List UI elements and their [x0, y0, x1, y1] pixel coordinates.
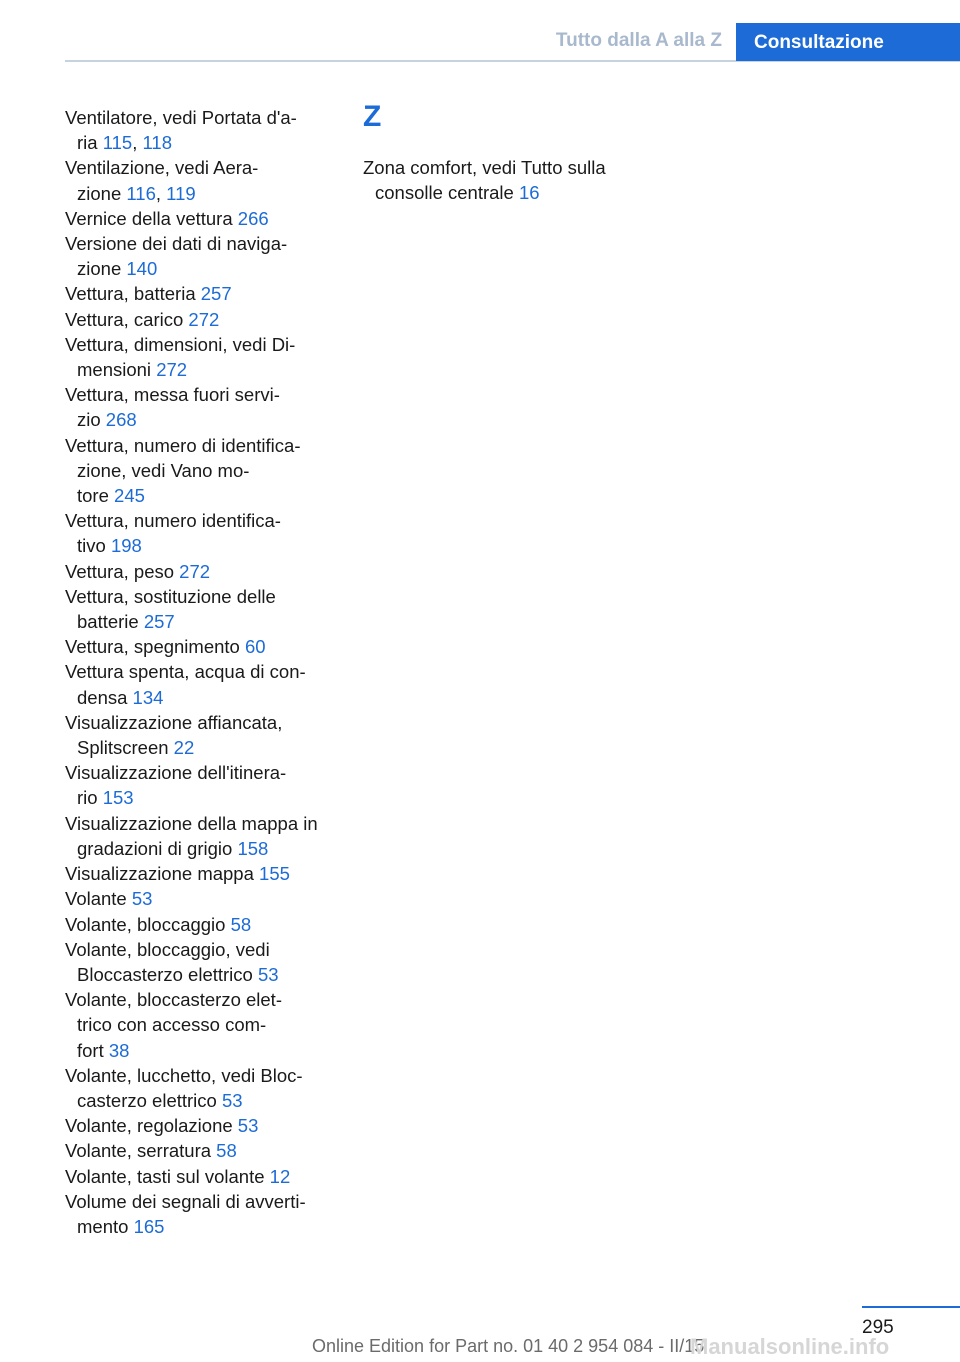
page-reference-link[interactable]: 53: [131, 888, 153, 910]
entry-text: Volante, lucchetto, vedi Bloc-: [65, 1064, 303, 1086]
page-reference-link[interactable]: 155: [259, 863, 290, 885]
entry-text: Vettura spenta, acqua di con-: [65, 661, 306, 683]
entry-text: Vettura, batteria: [65, 283, 201, 305]
entry-text: Volume dei segnali di avverti-: [65, 1190, 306, 1212]
index-entry: [65, 1113, 340, 1138]
entry-text: Splitscreen: [77, 737, 174, 759]
page-reference-link[interactable]: 158: [237, 837, 269, 859]
index-entry: [65, 659, 340, 709]
page-reference-link[interactable]: 140: [126, 258, 158, 280]
page-reference-link[interactable]: 53: [221, 1089, 243, 1111]
section-title: Tutto dalla A alla Z: [555, 30, 722, 51]
watermark: Manualsonline.info: [690, 1334, 890, 1359]
index-entry: [65, 1164, 340, 1189]
index-entry: [363, 155, 638, 205]
page-reference-link[interactable]: 118: [142, 132, 172, 154]
entry-text: tore: [77, 485, 115, 507]
page-reference-link[interactable]: 165: [133, 1215, 165, 1237]
page-reference-link[interactable]: 16: [518, 182, 540, 204]
page-reference-link[interactable]: 38: [108, 1039, 130, 1061]
index-entry: [65, 382, 340, 432]
index-column-right: [363, 100, 638, 205]
page-reference-link[interactable]: 115: [102, 132, 133, 154]
entry-text: Bloccasterzo elettrico: [77, 963, 258, 985]
entry-text: Vettura, peso: [65, 560, 180, 582]
entry-text: rio: [77, 787, 103, 809]
entry-text: zione, vedi Vano mo-: [77, 459, 250, 481]
index-entry: [65, 1189, 340, 1239]
entry-text: Visualizzazione dell'itinera-: [65, 762, 287, 784]
entry-text: zione: [77, 182, 127, 204]
entry-text: Vettura, spegnimento: [65, 636, 245, 658]
index-entry: [65, 886, 340, 911]
entry-text: zione: [77, 258, 127, 280]
entry-text: batterie: [77, 611, 144, 633]
entry-text: casterzo elettrico: [77, 1089, 222, 1111]
page-reference-link[interactable]: 153: [102, 787, 134, 809]
entry-text: mento: [77, 1215, 134, 1237]
right-entries: [363, 155, 638, 205]
entry-text: Vernice della vettura: [65, 207, 238, 229]
index-entry: [65, 710, 340, 760]
entry-text: Volante, bloccasterzo elet-: [65, 989, 282, 1011]
entry-text: Visualizzazione mappa: [65, 863, 260, 885]
section-tab-label: Consultazione: [754, 32, 884, 53]
entry-text: Visualizzazione affiancata,: [65, 711, 283, 733]
page-reference-link[interactable]: 245: [114, 485, 145, 507]
entry-text: tivo: [77, 535, 111, 557]
footer-rule: [862, 1306, 960, 1308]
index-entry: [65, 206, 340, 231]
index-entry: Ventilatore, vedi Portata d'a- ria 115, 118: [65, 107, 297, 154]
entry-text: Volante, bloccaggio, vedi: [65, 938, 270, 960]
index-entry: [65, 912, 340, 937]
page-reference-link[interactable]: 257: [143, 611, 175, 633]
entry-text: Ventilazione, vedi Aera-: [65, 157, 259, 179]
entry-text: densa: [77, 686, 133, 708]
page-reference-link[interactable]: 266: [237, 207, 269, 229]
entry-text: consolle centrale: [375, 182, 519, 204]
index-entry: [65, 634, 340, 659]
entry-text: fort: [77, 1039, 109, 1061]
page-reference-link[interactable]: 119: [166, 182, 196, 204]
entry-text: Vettura, sostituzione delle: [65, 585, 276, 607]
page-reference-link[interactable]: 53: [257, 963, 279, 985]
page-reference-link[interactable]: 134: [132, 686, 164, 708]
entry-text: Vettura, numero identifica-: [65, 510, 281, 532]
entry-text: Volante, bloccaggio: [65, 913, 231, 935]
index-entry: [65, 584, 340, 634]
page-reference-link[interactable]: 60: [244, 636, 266, 658]
page-reference-link[interactable]: 272: [156, 359, 188, 381]
page-reference-link[interactable]: 268: [105, 409, 137, 431]
entry-text: gradazioni di grigio: [77, 837, 238, 859]
edition-note: Online Edition for Part no. 01 40 2 954 084 - II/15: [312, 1336, 705, 1356]
entry-text: Vettura, messa fuori servi-: [65, 384, 280, 406]
index-entry: [65, 1063, 340, 1113]
page-reference-link[interactable]: 53: [237, 1115, 259, 1137]
entry-text: zio: [77, 409, 106, 431]
page-reference-link[interactable]: 12: [269, 1165, 291, 1187]
index-entry: [65, 987, 340, 1063]
index-entry: [65, 231, 340, 281]
page-reference-link[interactable]: 58: [216, 1140, 237, 1162]
entry-text: Versione dei dati di naviga-: [65, 233, 288, 255]
index-entry: [65, 559, 340, 584]
entry-text: Vettura, numero di identifica-: [65, 434, 301, 456]
index-entry: [65, 433, 340, 509]
entry-text: mensioni: [77, 359, 157, 381]
page-reference-link[interactable]: 22: [173, 737, 195, 759]
index-entry: [65, 281, 340, 306]
page-number: 295: [862, 1317, 894, 1338]
index-entry: [65, 861, 340, 886]
entry-text: ria: [77, 132, 103, 154]
entry-text: Vettura, carico: [65, 308, 189, 330]
entry-text: Visualizzazione della mappa in: [65, 812, 318, 834]
letter-heading: Z: [363, 100, 382, 133]
page-reference-link[interactable]: 272: [188, 308, 220, 330]
entry-text: Volante, tasti sul volante: [65, 1165, 270, 1187]
page-reference-link[interactable]: 257: [200, 283, 232, 305]
entry-text: Volante, serratura: [65, 1140, 217, 1162]
index-entry: [65, 307, 340, 332]
index-entry: [65, 937, 340, 987]
index-entry: Ventilazione, vedi Aera- zione 116, 119: [65, 157, 259, 204]
index-entry: [65, 811, 340, 861]
entry-text: Volante, regolazione: [65, 1115, 238, 1137]
entry-text: trico con accesso com-: [77, 1014, 267, 1036]
section-tab: [736, 23, 960, 61]
entry-text: Ventilatore, vedi Portata d'a-: [65, 107, 297, 128]
page-reference-link[interactable]: 272: [179, 560, 211, 582]
page-reference-link[interactable]: 116: [126, 182, 156, 204]
index-entry: [65, 332, 340, 382]
page-reference-link[interactable]: 198: [110, 535, 142, 557]
index-entry: [65, 508, 340, 558]
page-reference-link[interactable]: 58: [230, 913, 252, 935]
entry-text: Vettura, dimensioni, vedi Di-: [65, 333, 296, 355]
entry-text: Zona comfort, vedi Tutto sulla: [363, 157, 606, 178]
index-entry: [65, 1138, 340, 1163]
index-column-left: [65, 105, 340, 1239]
index-entry: [65, 760, 340, 810]
entry-text: Volante: [65, 888, 132, 910]
